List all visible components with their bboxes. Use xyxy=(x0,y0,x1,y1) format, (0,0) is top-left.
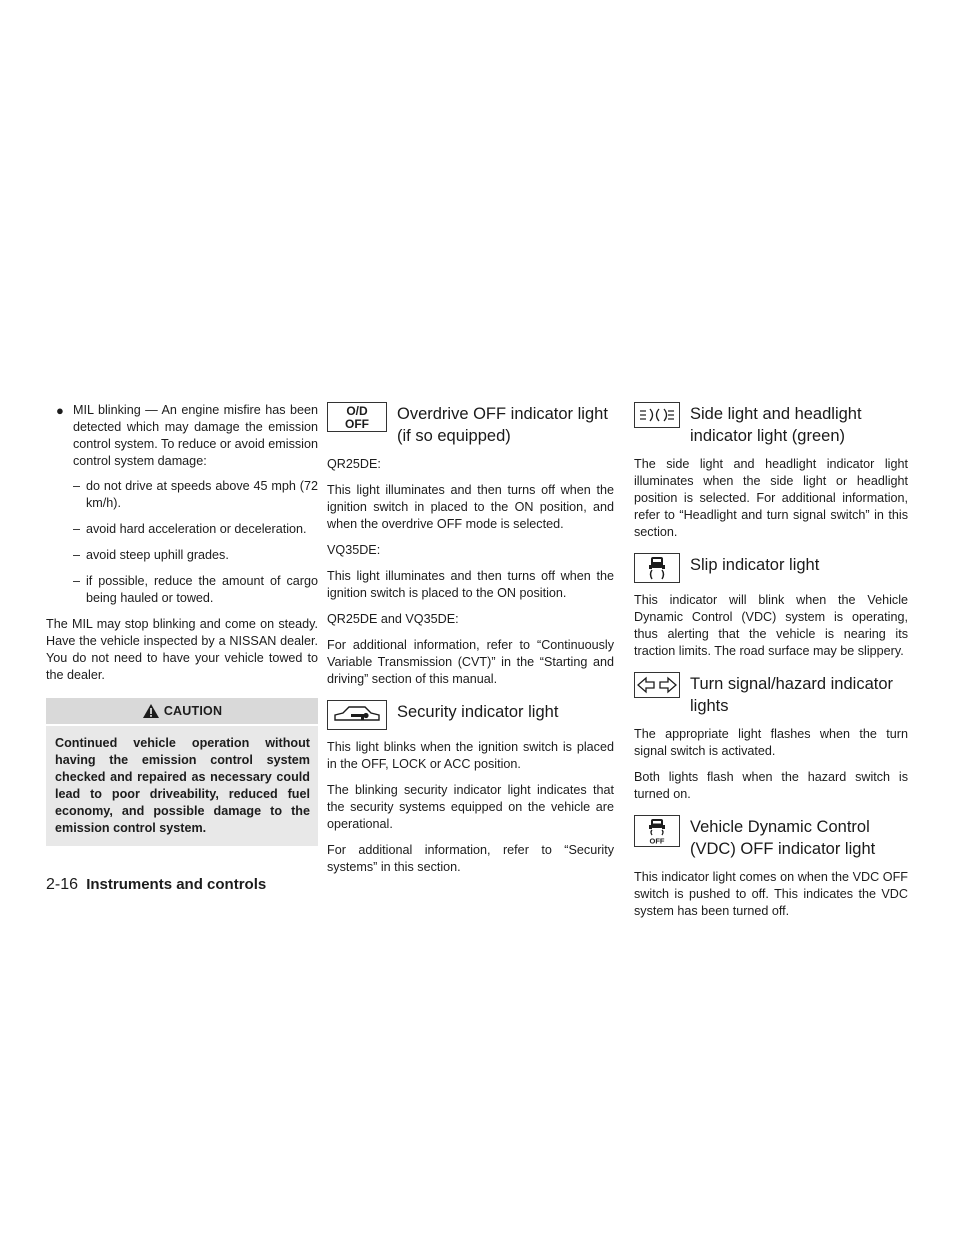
side-headlight-icon xyxy=(634,402,680,428)
bullet-mark: ● xyxy=(56,403,64,418)
sidelight-p1: The side light and headlight indicator light illuminates when the side light or headlight position is selected. For additional information, refer to “Headlight and turn signal switch” in this section. xyxy=(634,457,908,539)
dash-text: avoid hard acceleration or deceleration. xyxy=(86,522,307,536)
sidelight-title: Side light and headlight indicator light (green) xyxy=(690,405,862,445)
slip-icon xyxy=(634,553,680,583)
overdrive-p2: This light illuminates and then turns off when the ignition switch in placed to the ON position, and when the overdrive OFF mode is selected. xyxy=(327,483,614,531)
overdrive-p5: QR25DE and VQ35DE: xyxy=(327,612,459,626)
turn-p2: Both lights flash when the hazard switch is turned on. xyxy=(634,770,908,801)
bullet-item xyxy=(46,402,318,470)
security-p1: This light blinks when the ignition switch is placed in the OFF, LOCK or ACC position. xyxy=(327,740,614,771)
dash-item xyxy=(46,573,318,607)
caution-header xyxy=(46,698,318,724)
column-left xyxy=(46,402,318,846)
overdrive-title: Overdrive OFF indicator light (if so equipped) xyxy=(397,405,608,445)
svg-text:O/D: O/D xyxy=(346,404,368,418)
od-off-icon xyxy=(327,402,387,432)
column-right xyxy=(634,402,908,929)
dash-mark: – xyxy=(73,548,81,562)
turn-heading xyxy=(634,672,908,717)
page-footer xyxy=(46,876,266,894)
car-key-icon xyxy=(327,700,387,730)
vdc-off-icon xyxy=(634,815,680,847)
security-heading xyxy=(327,700,614,730)
slip-heading xyxy=(634,553,908,583)
overdrive-p4: This light illuminates and then turns off when the ignition switch is placed to the ON position. xyxy=(327,569,614,600)
dash-item xyxy=(46,521,318,538)
slip-p1: This indicator will blink when the Vehicle Dynamic Control (VDC) system is operating, thus alerting that the vehicle is nearing its traction limits. The road surface may be slippery. xyxy=(634,593,908,658)
page-number: 2-16 xyxy=(46,876,79,893)
bullet-text: MIL blinking — An engine misfire has been detected which may damage the emission control system. To reduce or avoid emission control system damage: xyxy=(73,403,318,468)
security-p2: The blinking security indicator light indicates that the security systems equipped on the vehicle are operational. xyxy=(327,783,614,831)
caution-title: CAUTION xyxy=(163,703,223,718)
dash-text: if possible, reduce the amount of cargo being hauled or towed. xyxy=(86,574,318,605)
svg-text:OFF: OFF xyxy=(649,836,665,845)
dash-text: avoid steep uphill grades. xyxy=(86,548,229,562)
overdrive-p1: QR25DE: xyxy=(327,457,381,471)
security-title: Security indicator light xyxy=(397,703,559,721)
mil-paragraph: The MIL may stop blinking and come on steady. Have the vehicle inspected by a NISSAN dealer. You do not need to have your vehicle towed to the dealer. xyxy=(46,617,318,682)
slip-title: Slip indicator light xyxy=(690,556,820,574)
dash-text: do not drive at speeds above 45 mph (72 km/h). xyxy=(86,479,318,510)
section-title: Instruments and controls xyxy=(86,876,267,893)
turn-p1: The appropriate light flashes when the turn signal switch is activated. xyxy=(634,727,908,758)
turn-signal-icon xyxy=(634,672,680,698)
overdrive-heading xyxy=(327,402,614,447)
vdc-p1: This indicator light comes on when the VDC OFF switch is pushed to off. This indicates the VDC system has been turned off. xyxy=(634,870,908,918)
warning-triangle-icon xyxy=(142,703,160,719)
dash-item xyxy=(46,478,318,512)
sidelight-heading xyxy=(634,402,908,447)
dash-mark: – xyxy=(73,522,81,536)
svg-text:OFF: OFF xyxy=(345,417,369,431)
security-p3: For additional information, refer to “Security systems” in this section. xyxy=(327,843,614,874)
turn-title: Turn signal/hazard indicator lights xyxy=(690,675,893,715)
dash-item xyxy=(46,547,318,564)
overdrive-p6: For additional information, refer to “Continuously Variable Transmission (CVT)” in the “Starting and driving” section of this manual. xyxy=(327,638,614,686)
vdc-title: Vehicle Dynamic Control (VDC) OFF indicator light xyxy=(690,818,876,858)
caution-body: Continued vehicle operation without having the emission control system checked and repaired as necessary could lead to poor driveability, reduced fuel economy, and possible damage to the emission control system. xyxy=(46,726,318,846)
dash-mark: – xyxy=(73,574,81,588)
vdc-heading xyxy=(634,815,908,860)
overdrive-p3: VQ35DE: xyxy=(327,543,381,557)
column-middle xyxy=(327,402,614,885)
dash-mark: – xyxy=(73,479,81,493)
